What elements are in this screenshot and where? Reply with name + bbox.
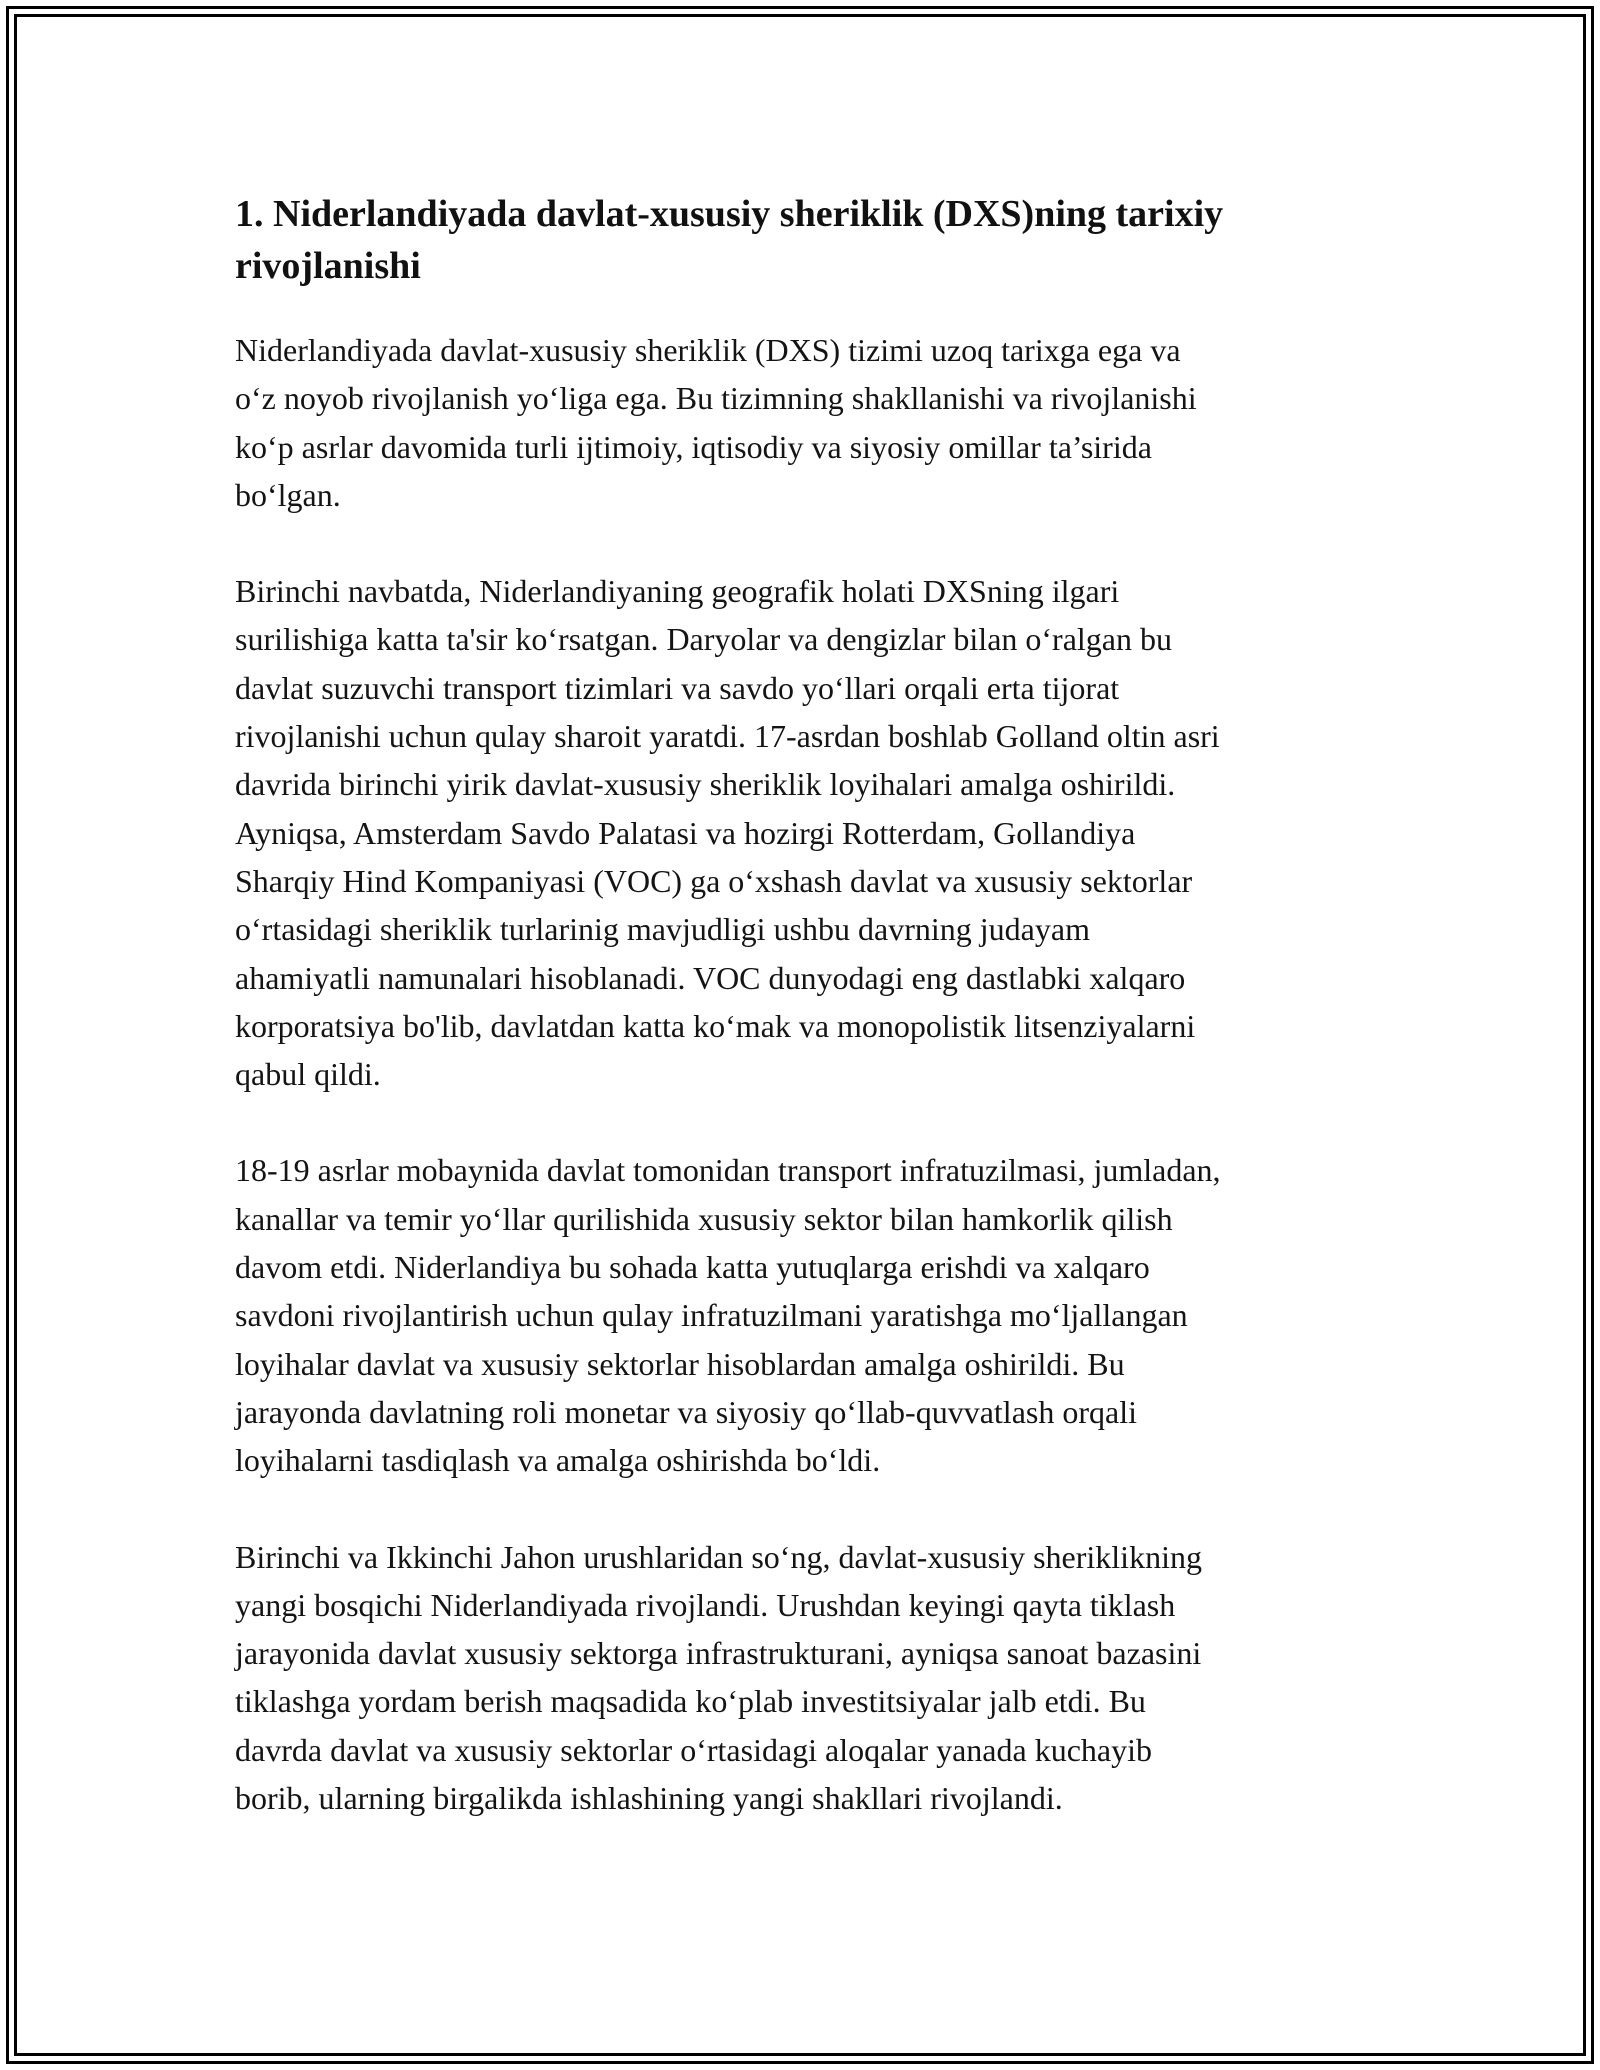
paragraph-line: tiklashga yordam berish maqsadida ko‘plab investitsiyalar jalb etdi. Bu [235, 1683, 1146, 1720]
paragraph-18-19-centuries [235, 1146, 1375, 1484]
paragraph-line: davrida birinchi yirik davlat-xususiy sheriklik loyihalari amalga oshirildi. [235, 766, 1176, 803]
paragraph-line: Ayniqsa, Amsterdam Savdo Palatasi va hozirgi Rotterdam, Gollandiya [235, 814, 1136, 851]
document-body [235, 188, 1375, 1870]
paragraph-line: korporatsiya bo'lib, davlatdan katta ko‘mak va monopolistik litsenziyalarni [235, 1007, 1196, 1044]
paragraph-line: 18-19 asrlar mobaynida davlat tomonidan transport infratuzilmasi, jumladan, [235, 1152, 1221, 1189]
paragraph-line: Birinchi va Ikkinchi Jahon urushlaridan so‘ng, davlat-xususiy sheriklikning [235, 1538, 1202, 1575]
paragraph-line: surilishiga katta ta'sir ko‘rsatgan. Daryolar va dengizlar bilan o‘ralgan bu [235, 621, 1172, 658]
paragraph-line: davlat suzuvchi transport tizimlari va savdo yo‘llari orqali erta tijorat [235, 669, 1120, 706]
paragraph-geography [235, 567, 1375, 1098]
paragraph-line: davom etdi. Niderlandiya bu sohada katta yutuqlarga erishdi va xalqaro [235, 1249, 1150, 1286]
paragraph-line: Niderlandiyada davlat-xususiy sheriklik (DXS) tizimi uzoq tarixga ega va [235, 332, 1181, 368]
paragraph-line: o‘rtasidagi sheriklik turlarinig mavjudligi ushbu davrning judayam [235, 911, 1090, 948]
paragraph-line: davrda davlat va xususiy sektorlar o‘rtasidagi aloqalar yanada kuchayib [235, 1731, 1152, 1768]
paragraph-line: o‘z noyob rivojlanish yo‘liga ega. Bu tizimning shakllanishi va rivojlanishi [235, 380, 1197, 417]
paragraph-line: jarayonda davlatning roli monetar va siyosiy qo‘llab-quvvatlash orqali [235, 1393, 1137, 1430]
paragraph-line: borib, ularning birgalikda ishlashining yangi shakllari rivojlandi. [235, 1780, 1063, 1817]
paragraph-intro [235, 326, 1375, 519]
paragraph-world-wars [235, 1533, 1375, 1823]
paragraph-line: savdoni rivojlantirish uchun qulay infratuzilmani yaratishga mo‘ljallangan [235, 1297, 1188, 1334]
paragraph-line: Birinchi navbatda, Niderlandiyaning geografik holati DXSning ilgari [235, 573, 1120, 610]
paragraph-line: ko‘p asrlar davomida turli ijtimoiy, iqtisodiy va siyosiy omillar ta’sirida [235, 428, 1152, 465]
paragraph-line: ahamiyatli namunalari hisoblanadi. VOC dunyodagi eng dastlabki xalqaro [235, 959, 1186, 996]
paragraph-line: loyihalar davlat va xususiy sektorlar hisoblardan amalga oshirildi. Bu [235, 1345, 1125, 1382]
heading-line: rivojlanishi [235, 245, 421, 287]
paragraph-line: rivojlanishi uchun qulay sharoit yaratdi. 17-asrdan boshlab Golland oltin asri [235, 718, 1220, 755]
paragraph-line: Sharqiy Hind Kompaniyasi (VOC) ga o‘xshash davlat va xususiy sektorlar [235, 862, 1193, 899]
paragraph-line: bo‘lgan. [235, 476, 341, 513]
heading-line: 1. Niderlandiyada davlat-xususiy sheriklik (DXS)ning tarixiy [235, 193, 1224, 235]
paragraph-line: loyihalarni tasdiqlash va amalga oshirishda bo‘ldi. [235, 1442, 881, 1479]
paragraph-line: jarayonida davlat xususiy sektorga infrastrukturani, ayniqsa sanoat bazasini [235, 1635, 1202, 1672]
paragraph-line: yangi bosqichi Niderlandiyada rivojlandi. Urushdan keyingi qayta tiklash [235, 1586, 1176, 1623]
paragraph-line: kanallar va temir yo‘llar qurilishida xususiy sektor bilan hamkorlik qilish [235, 1200, 1173, 1237]
section-heading [235, 188, 1375, 292]
paragraph-line: qabul qildi. [235, 1056, 381, 1093]
